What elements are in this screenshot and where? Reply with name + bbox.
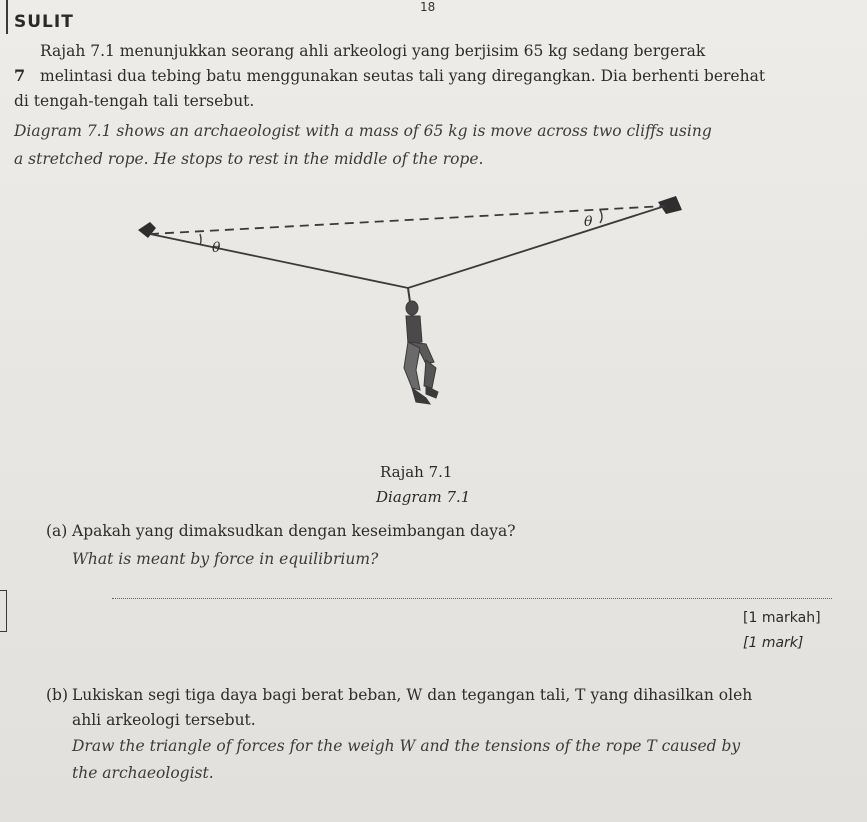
part-b-label: (b) xyxy=(46,686,69,704)
left-angle-arc xyxy=(200,234,201,245)
angle-label-right: θ xyxy=(584,214,593,230)
intro-malay-line-1: Rajah 7.1 menunjukkan seorang ahli arkeologi yang berjisim 65 kg sedang bergerak xyxy=(40,42,706,60)
question-number: 7 xyxy=(14,66,26,85)
part-b-english-line-1: Draw the triangle of forces for the weigh W and the tensions of the rope T caused by xyxy=(72,737,741,755)
header-classification: SULIT xyxy=(14,12,74,32)
part-a-marks-malay: [1 markah] xyxy=(743,610,821,626)
part-a-question-english: What is meant by force in equilibrium? xyxy=(72,550,379,568)
intro-english-line-2: a stretched rope. He stops to rest in the middle of the rope. xyxy=(14,150,484,168)
part-a-label: (a) xyxy=(46,522,68,540)
diagram-caption-malay: Rajah 7.1 xyxy=(380,463,453,481)
intro-malay-line-3: di tengah-tengah tali tersebut. xyxy=(14,92,255,110)
part-b-english-line-2: the archaeologist. xyxy=(72,764,214,782)
part-b-malay-line-1: Lukiskan segi tiga daya bagi berat beban, W dan tegangan tali, T yang dihasilkan oleh xyxy=(72,686,753,704)
angle-label-left: θ xyxy=(212,240,221,256)
right-cliff-icon xyxy=(658,196,682,214)
part-b-malay-line-2: ahli arkeologi tersebut. xyxy=(72,711,256,729)
rope-diagram xyxy=(130,192,690,422)
intro-english-line-1: Diagram 7.1 shows an archaeologist with a mass of 65 kg is move across two cliffs using xyxy=(14,122,712,140)
answer-line[interactable] xyxy=(112,598,832,599)
part-a-marks-english: [1 mark] xyxy=(743,635,804,651)
right-angle-arc xyxy=(600,210,602,223)
part-a-question-malay: Apakah yang dimaksudkan dengan keseimbangan daya? xyxy=(72,522,516,540)
archaeologist-figure-icon xyxy=(404,288,438,404)
margin-box xyxy=(0,590,7,632)
diagram-caption-english: Diagram 7.1 xyxy=(376,488,471,506)
page-number: 18 xyxy=(420,0,436,14)
margin-rule xyxy=(6,0,8,34)
intro-malay-line-2: melintasi dua tebing batu menggunakan seutas tali yang diregangkan. Dia berhenti berehat xyxy=(40,67,766,85)
